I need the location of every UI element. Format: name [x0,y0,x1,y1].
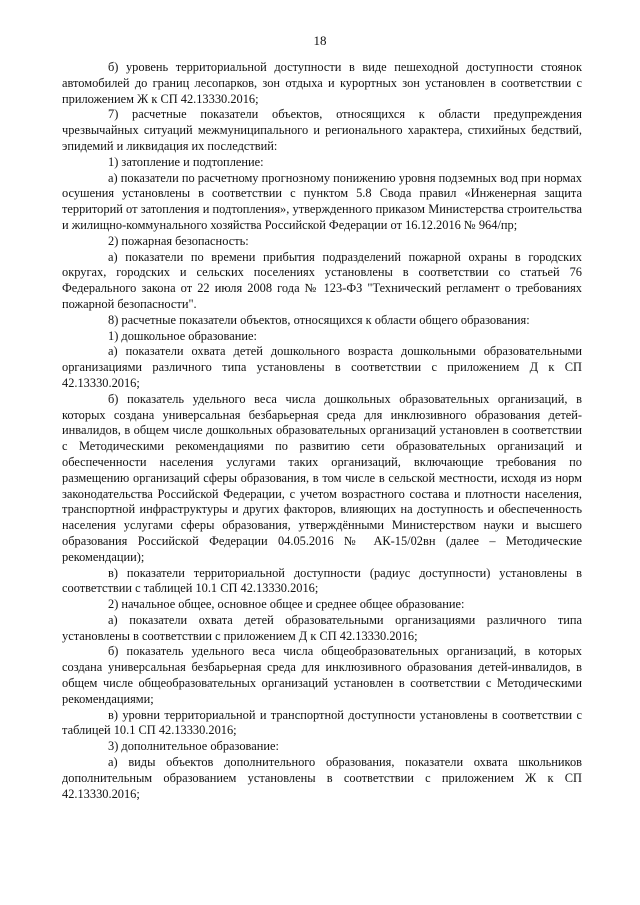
paragraph: 2) начальное общее, основное общее и среднее общее образование: [108,597,465,612]
paragraph: в) уровни территориальной и транспортной доступности установлены в соответствии с таблицей 10.1 СП 42.13330.2016; [62,707,582,738]
page-number: 18 [313,33,327,48]
paragraph: а) показатели охвата детей дошкольного возраста дошкольными образовательными организациями различного типа установлены в соответствии с приложением Д к СП 42.13330.2016; [62,344,582,390]
paragraph: в) показатели территориальной доступности (радиус доступности) установлены в соответствии с таблицей 10.1 СП 42.13330.2016; [62,565,582,596]
paragraph: б) уровень территориальной доступности в виде пешеходной доступности стоянок автомобилей до границ лесопарков, зон отдыха и курортных зон установлен в соответствии с приложением Ж к СП 42.13330.2016; [62,60,582,106]
paragraph: а) показатели по времени прибытия подразделений пожарной охраны в городских округах, городских и сельских поселениях установлены в соответствии со статьей 76 Федерального закона от 22 июля 2008 года № 123-ФЗ "Технический регламент о требованиях пожарной безопасности". [62,249,582,311]
paragraph: 1) затопление и подтопление: [108,154,264,169]
paragraph: а) виды объектов дополнительного образования, показатели охвата школьников дополнительным образованием установлены в соответствии с приложением Ж к СП 42.13330.2016; [62,755,582,801]
paragraph: 2) пожарная безопасность: [108,233,249,248]
paragraph: 3) дополнительное образование: [108,739,279,754]
document-body [62,60,582,802]
paragraph: б) показатель удельного веса числа дошкольных образовательных организаций, в которых создана универсальная безбарьерная среда для инклюзивного образования детей-инвалидов, в общем числе дошкольных образовательных организаций установлен в соответствии с Методическими рекомендациями по развитию сети образовательных организаций и обеспеченности населения услугами таких организаций, включающие требования по размещению организаций сферы образования, в том числе в сельской местности, исходя из норм законодательства Российской Федерации, с учетом возрастного состава и плотности населения, транспортной инфраструктуры и других факторов, влияющих на доступность и обеспеченность населения услугами сферы образования, утверждёнными Министерством науки и высшего образования Российской Федерации 04.05.2016 № АК-15/02вн (далее – Методические рекомендации); [62,391,582,564]
paragraph: а) показатели охвата детей образовательными организациями различного типа установлены в соответствии с приложением Д к СП 42.13330.2016; [62,612,582,643]
paragraph: 8) расчетные показатели объектов, относящихся к области общего образования: [108,312,530,327]
paragraph: б) показатель удельного веса числа общеобразовательных организаций, в которых создана универсальная безбарьерная среда для инклюзивного образования детей-инвалидов, в общем числе общеобразовательных организаций установлен в соответствии с Методическими рекомендациями; [62,644,582,706]
paragraph: а) показатели по расчетному прогнозному понижению уровня подземных вод при нормах осушения установлены в соответствии с пунктом 5.8 Свода правил «Инженерная защита территорий от затопления и подтопления», утвержденного приказом Министерства строительства и жилищно-коммунального хозяйства Российской Федерации от 16.12.2016 № 964/пр; [62,170,582,232]
paragraph: 1) дошкольное образование: [108,328,257,343]
paragraph: 7) расчетные показатели объектов, относящихся к области предупреждения чрезвычайных ситуаций межмуниципального и регионального характера, стихийных бедствий, эпидемий и ликвидация их последствий: [62,107,582,153]
